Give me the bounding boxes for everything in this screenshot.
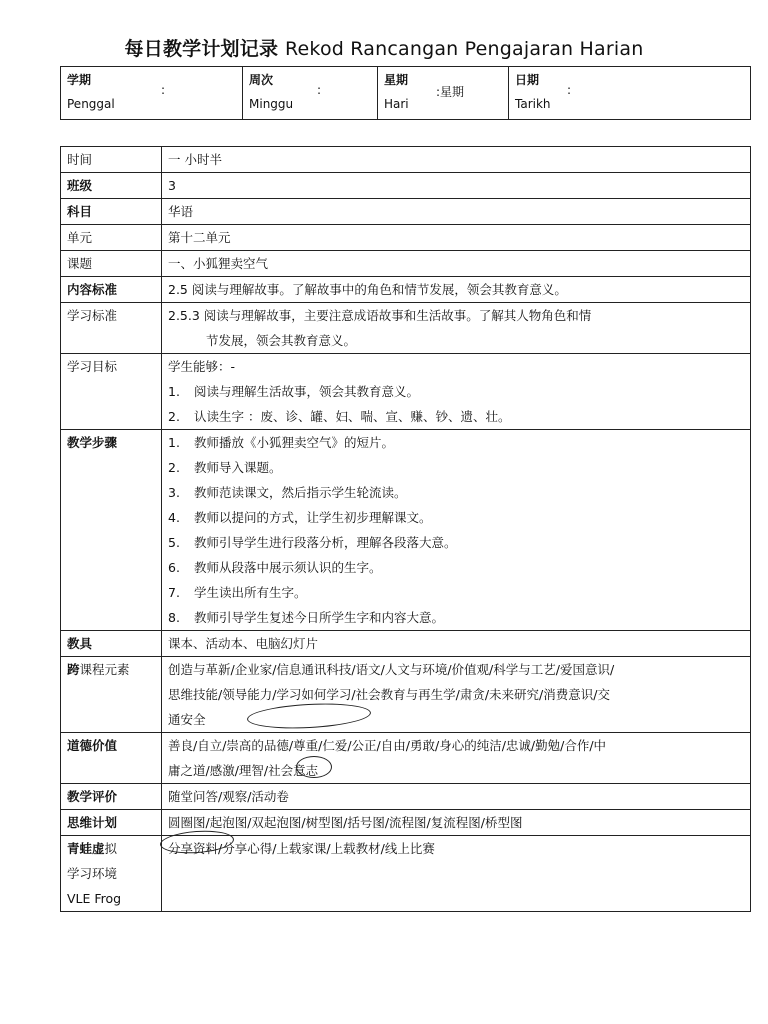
label-aids: 教具 xyxy=(61,631,162,657)
label-time: 时间 xyxy=(61,147,162,173)
row-thinking-maps xyxy=(61,810,751,836)
label-subject: 科目 xyxy=(61,199,162,225)
header-label-ms: Tarikh xyxy=(515,97,551,111)
value-unit: 第十二单元 xyxy=(162,225,751,251)
title-chinese: 每日教学计划记录 xyxy=(124,38,279,60)
value-content-standard: 2.5 阅读与理解故事。了解故事中的角色和情节发展，领会其教育意义。 xyxy=(162,277,751,303)
header-value: : xyxy=(317,83,322,97)
label-thinking-maps: 思维计划 xyxy=(61,810,162,836)
objectives-intro: 学生能够：- xyxy=(168,359,236,374)
list-item: 1. 教师播放《小狐狸卖空气》的短片。 xyxy=(168,435,395,450)
header-value: :星期 xyxy=(436,85,465,99)
header-value: : xyxy=(567,83,572,97)
moral-values-line: 庸之道/感激/理智/社会意志 xyxy=(168,763,319,778)
value-aids: 课本、活动本、电脑幻灯片 xyxy=(162,631,751,657)
header-table xyxy=(60,66,751,120)
header-value: : xyxy=(161,83,166,97)
label-cross-curricular: 跨课程元素 xyxy=(61,657,162,733)
list-item: 6. 教师从段落中展示须认识的生字。 xyxy=(168,560,382,575)
learning-standard-line: 节发展，领会其教育意义。 xyxy=(206,333,357,348)
page-title xyxy=(0,34,768,61)
row-topic xyxy=(61,251,751,277)
row-content-standard xyxy=(61,277,751,303)
row-aids xyxy=(61,631,751,657)
value-topic: 一、小狐狸卖空气 xyxy=(162,251,751,277)
row-cross-curricular xyxy=(61,657,751,733)
value-cross-curricular xyxy=(162,657,751,733)
row-learning-standard xyxy=(61,303,751,354)
value-class: 3 xyxy=(162,173,751,199)
value-subject: 华语 xyxy=(162,199,751,225)
label-class: 班级 xyxy=(61,173,162,199)
label-assessment: 教学评价 xyxy=(61,784,162,810)
header-cell-date xyxy=(509,67,751,120)
value-vle xyxy=(162,836,751,912)
row-vle xyxy=(61,836,751,912)
cross-curricular-line: 创造与革新/企业家/信息通讯科技/语文/人文与环境/价值观/科学与工艺/爱国意识/ xyxy=(168,662,615,677)
value-steps xyxy=(162,430,751,631)
cross-curricular-line: 通安全 xyxy=(168,712,206,727)
header-label-ms: Minggu xyxy=(249,97,294,111)
cross-curricular-line: 思维技能/领导能力/学习如何学习/社会教育与再生学/肃贪/未来研究/消费意识/交 xyxy=(168,687,610,702)
row-assessment xyxy=(61,784,751,810)
row-class xyxy=(61,173,751,199)
label-objectives: 学习目标 xyxy=(61,354,162,430)
header-label-zh: 日期 xyxy=(515,73,540,87)
header-cell-week xyxy=(243,67,378,120)
list-item: 8. 教师引导学生复述今日所学生字和内容大意。 xyxy=(168,610,445,625)
label-topic: 课题 xyxy=(61,251,162,277)
list-item: 4. 教师以提问的方式，让学生初步理解课文。 xyxy=(168,510,432,525)
value-time: 一 小时半 xyxy=(162,147,751,173)
value-assessment: 随堂问答/观察/活动卷 xyxy=(162,784,751,810)
header-label-zh: 学期 xyxy=(67,73,92,87)
label-moral-values: 道德价值 xyxy=(61,733,162,784)
value-objectives xyxy=(162,354,751,430)
label-vle: 青蛙虚拟 学习环境 VLE Frog xyxy=(61,836,162,912)
list-item: 7. 学生读出所有生字。 xyxy=(168,585,307,600)
row-moral-values xyxy=(61,733,751,784)
header-label-ms: Hari xyxy=(384,97,409,111)
label-unit: 单元 xyxy=(61,225,162,251)
header-label-zh: 星期 xyxy=(384,73,409,87)
moral-values-line: 善良/自立/崇高的品德/尊重/仁爱/公正/自由/勇敢/身心的纯洁/忠诚/勤勉/合作/中 xyxy=(168,738,607,753)
header-label-zh: 周次 xyxy=(249,73,274,87)
row-unit xyxy=(61,225,751,251)
value-moral-values xyxy=(162,733,751,784)
value-learning-standard xyxy=(162,303,751,354)
header-cell-day xyxy=(378,67,509,120)
row-time xyxy=(61,147,751,173)
label-content-standard: 内容标准 xyxy=(61,277,162,303)
header-cell-term xyxy=(61,67,243,120)
label-steps: 教学步骤 xyxy=(61,430,162,631)
list-item: 3. 教师范读课文，然后指示学生轮流读。 xyxy=(168,485,407,500)
row-steps xyxy=(61,430,751,631)
header-label-ms: Penggal xyxy=(67,97,115,111)
label-learning-standard: 学习标准 xyxy=(61,303,162,354)
list-item: 1. 阅读与理解生活故事，领会其教育意义。 xyxy=(168,384,420,399)
value-thinking-maps: 圆圈图/起泡图/双起泡图/树型图/括号图/流程图/复流程图/桥型图 xyxy=(162,810,751,836)
list-item: 5. 教师引导学生进行段落分析，理解各段落大意。 xyxy=(168,535,457,550)
learning-standard-line: 2.5.3 阅读与理解故事，主要注意成语故事和生活故事。了解其人物角色和情 xyxy=(168,308,592,323)
list-item: 2. 教师导入课题。 xyxy=(168,460,282,475)
vle-line: 分享资料/分享心得/上载家课/上载教材/线上比赛 xyxy=(168,841,435,856)
lesson-plan-table xyxy=(60,146,751,912)
row-objectives xyxy=(61,354,751,430)
list-item: 2. 认读生字 ：废、诊、罐、妇、喘、宣、赚、钞、遗、壮。 xyxy=(168,409,511,424)
title-malay: Rekod Rancangan Pengajaran Harian xyxy=(284,38,644,60)
row-subject xyxy=(61,199,751,225)
